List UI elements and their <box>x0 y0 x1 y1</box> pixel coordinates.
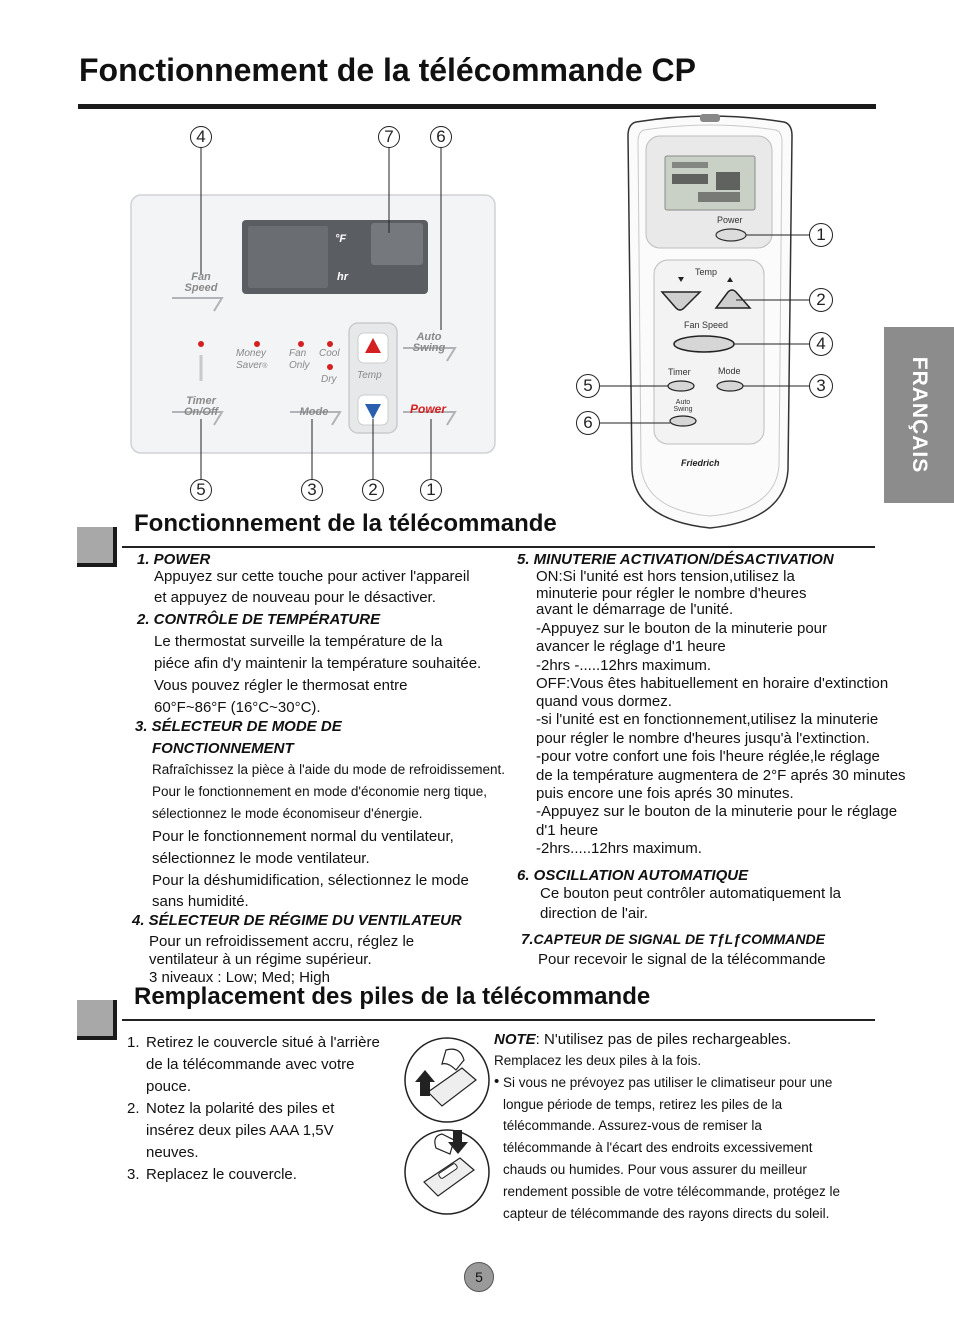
step-2-line: neuves. <box>146 1144 199 1161</box>
dry-led-icon <box>327 364 333 370</box>
callout-6: 6 <box>430 126 452 148</box>
item-timer-title: 5. MINUTERIE ACTIVATION/DÉSACTIVATION <box>517 551 834 568</box>
auto-swing-label-2: Swing <box>412 342 446 354</box>
remote-callout-2: 2 <box>809 288 833 312</box>
item-timer-line: puis encore une fois aprés 30 minutes. <box>536 785 794 802</box>
fan-speed-label-2: Speed <box>184 282 218 294</box>
lcd-fan-bars <box>672 174 708 184</box>
lcd-mode-icons <box>672 162 708 168</box>
item-sensor-title-text: CAPTEUR DE SIGNAL DE TƒLƒCOMMANDE <box>533 931 825 947</box>
item-timer-line: -si l'unité est en fonctionnement,utilisez la minuterie <box>536 711 879 728</box>
brand-logo: Friedrich <box>681 458 720 468</box>
remote-temp-label: Temp <box>695 267 718 277</box>
display-unit-hr: hr <box>337 271 348 283</box>
cool-label: Cool <box>319 348 340 359</box>
remote-mode-label: Mode <box>718 366 741 376</box>
bullet-line: rendement possible de votre télécommande, protégez le <box>503 1184 840 1199</box>
remote-callout-3: 3 <box>809 374 833 398</box>
item-mode-line: Pour la déshumidification, sélectionnez le mode <box>152 872 469 889</box>
remote-auto-swing-key <box>670 416 696 426</box>
bullet-line: capteur de télécommande des rayons directs du soleil. <box>503 1206 830 1221</box>
fan-speed-button[interactable] <box>176 272 226 294</box>
remote-callout-5: 5 <box>576 374 600 398</box>
note-label: NOTE <box>494 1031 536 1048</box>
callout-1: 1 <box>420 479 442 501</box>
callout-3: 3 <box>301 479 323 501</box>
bullet-line: télécommande à l'écart des endroits excessivement <box>503 1140 813 1155</box>
battery-illustrations <box>402 1030 494 1220</box>
timer-label-2: On/Off <box>183 406 218 418</box>
item-timer-line: avancer le réglage d'1 heure <box>536 638 726 655</box>
item-temp-title: 2. CONTRÔLE DE TEMPÉRATURE <box>137 611 381 628</box>
panel-display-digits <box>248 226 328 288</box>
remote-fan-speed-key <box>674 336 734 352</box>
remote-callout-6: 6 <box>576 411 600 435</box>
remote-auto-label: Auto <box>675 399 691 406</box>
item-timer-line: -2hrs -.....12hrs maximum. <box>536 657 712 674</box>
money-saver-indicator <box>236 348 267 373</box>
bullet-icon: • <box>494 1073 500 1090</box>
panel-figure <box>0 115 620 515</box>
callout-4: 4 <box>190 126 212 148</box>
item-timer-line: -Appuyez sur le bouton de la minuterie pour le réglage <box>536 803 898 820</box>
item-timer-line: minuterie pour régler le nombre d'heures <box>536 585 807 602</box>
step-1-line: Retirez le couvercle situé à l'arrière <box>146 1034 380 1051</box>
bullet-line: longue période de temps, retirez les piles de la <box>503 1097 783 1112</box>
item-power-title: 1. POWER <box>137 551 211 568</box>
item-temp-line: Le thermostat surveille la température de la <box>154 633 443 650</box>
remote-power-label: Power <box>717 215 743 225</box>
item-mode-title: 3. SÉLECTEUR DE MODE DE <box>135 718 342 735</box>
remote-timer-label: Timer <box>668 367 691 377</box>
bullet-line: Si vous ne prévoyez pas utiliser le climatiseur pour une <box>503 1075 833 1090</box>
item-mode-line: sélectionnez le mode économiseur d'énergie. <box>152 806 423 821</box>
item-timer-line: ON:Si l'unité est hors tension,utilisez la <box>536 568 795 585</box>
item-timer-line: -pour votre confort une fois l'heure réglée,le réglage <box>536 748 880 765</box>
mode-button[interactable]: Mode <box>299 406 329 418</box>
auto-swing-button[interactable] <box>404 332 454 354</box>
remote-callout-1: 1 <box>809 223 833 247</box>
item-sensor-num: 7. <box>521 931 534 948</box>
fan-only-indicator <box>289 348 310 372</box>
item-sensor-title <box>521 931 825 948</box>
item-fan-title: 4. SÉLECTEUR DE RÉGIME DU VENTILATEUR <box>132 912 462 929</box>
fan-speed-label-1: Fan <box>191 271 211 283</box>
money-saver-label-2: Saver <box>236 360 263 371</box>
bullet-line: chauds ou humides. Pour vous assurer du meilleur <box>503 1162 807 1177</box>
item-fan-line: Pour un refroidissement accru, réglez le <box>149 933 415 950</box>
lcd-timer <box>698 192 740 202</box>
item-mode-line: Pour le fonctionnement en mode d'économie nerg tique, <box>152 784 488 799</box>
item-sensor-line: Pour recevoir le signal de la télécommande <box>538 951 826 968</box>
step-2-line: insérez deux piles AAA 1,5V <box>146 1122 334 1139</box>
item-timer-line: pour régler le nombre d'heures jusqu'à l'extinction. <box>536 730 870 747</box>
power-button[interactable]: Power <box>409 402 446 416</box>
callout-7: 7 <box>378 126 400 148</box>
fan-only-label-1: Fan <box>289 348 307 359</box>
panel-display-sensor <box>371 223 423 265</box>
item-timer-line: OFF:Vous êtes habituellement en horaire d'extinction <box>536 675 889 692</box>
item-temp-line: piéce afin d'y maintenir la température souhaitée. <box>154 655 482 672</box>
item-fan-line: 3 niveaux : Low; Med; High <box>149 969 330 986</box>
temp-label: Temp <box>357 370 382 381</box>
fan-only-led-icon <box>298 341 304 347</box>
item-timer-line: avant le démarrage de l'unité. <box>536 601 734 618</box>
remote-auto-swing-label <box>670 399 696 413</box>
timer-label-1: Timer <box>186 395 216 407</box>
item-mode-line: sélectionnez le mode ventilateur. <box>152 850 370 867</box>
insert-down-arrow-icon <box>453 1130 462 1144</box>
item-timer-line: -2hrs.....12hrs maximum. <box>536 840 702 857</box>
remote-timer-key <box>668 381 694 391</box>
callout-5: 5 <box>190 479 212 501</box>
money-saver-led-icon <box>254 341 260 347</box>
cool-led-icon <box>327 341 333 347</box>
section1-heading: Fonctionnement de la télécommande <box>134 510 557 537</box>
item-timer-line: de la température augmentera de 2°F aprés 30 minutes <box>536 767 906 784</box>
step-1-num: 1. <box>127 1034 140 1051</box>
page-title: Fonctionnement de la télécommande CP <box>79 52 696 88</box>
section2-rule <box>122 1019 875 1021</box>
language-tab-label: FRANÇAIS <box>908 356 931 474</box>
note-text: : N'utilisez pas de piles rechargeables. <box>535 1031 792 1048</box>
language-tab <box>884 327 954 503</box>
bullet-line: télécommande. Assurez-vous de remiser la <box>503 1118 762 1133</box>
page-number: 5 <box>464 1262 494 1292</box>
item-timer-line: quand vous dormez. <box>536 693 672 710</box>
auto-swing-label-1: Auto <box>416 331 442 343</box>
signal-emitter <box>700 114 720 122</box>
step-3-line: Replacez le couvercle. <box>146 1166 297 1183</box>
title-rule <box>78 104 876 109</box>
item-mode-line: Pour le fonctionnement normal du ventilateur, <box>152 828 454 845</box>
item-mode-line: Rafraîchissez la pièce à l'aide du mode de refroidissement. <box>152 762 506 777</box>
item-power-line: et appuyez de nouveau pour le désactiver. <box>154 589 436 606</box>
section-marker <box>77 527 117 567</box>
item-swing-title: 6. OSCILLATION AUTOMATIQUE <box>517 867 749 884</box>
note-line-2: Remplacez les deux piles à la fois. <box>494 1053 702 1068</box>
note <box>494 1031 791 1048</box>
item-swing-line: direction de l'air. <box>540 905 648 922</box>
item-power-line: Appuyez sur cette touche pour activer l'appareil <box>154 568 470 585</box>
fan-only-label-2: Only <box>289 360 310 371</box>
item-fan-line: ventilateur à un régime supérieur. <box>149 951 372 968</box>
item-mode-title-2: FONCTIONNEMENT <box>152 740 294 757</box>
section2-heading: Remplacement des piles de la télécommande <box>134 983 651 1010</box>
step-1-line: de la télécommande avec votre <box>146 1056 355 1073</box>
step-1-line: pouce. <box>146 1078 192 1095</box>
remote-power-key <box>716 229 746 241</box>
step-2-num: 2. <box>127 1100 140 1117</box>
section1-rule <box>122 546 875 548</box>
item-swing-line: Ce bouton peut contrôler automatiquement la <box>540 885 842 902</box>
timer-button[interactable] <box>176 396 226 418</box>
item-mode-line: sans humidité. <box>152 893 249 910</box>
dry-label: Dry <box>321 374 337 385</box>
lcd-digits <box>716 172 740 190</box>
remote-mode-key <box>717 381 743 391</box>
item-temp-line: 60°F~86°F (16°C~30°C). <box>154 699 321 716</box>
section-marker <box>77 1000 117 1040</box>
timer-led-icon <box>198 341 204 347</box>
money-saver-label-1: Money <box>236 348 267 359</box>
callout-2: 2 <box>362 479 384 501</box>
remote-callout-4: 4 <box>809 332 833 356</box>
item-temp-line: Vous pouvez régler le thermosat entre <box>154 677 408 694</box>
display-unit-f: °F <box>335 233 347 245</box>
remote-fan-speed-label: Fan Speed <box>684 320 729 330</box>
item-timer-line: d'1 heure <box>536 822 599 839</box>
item-timer-line: -Appuyez sur le bouton de la minuterie pour <box>536 620 828 637</box>
registered-mark: ® <box>262 363 268 370</box>
remote-swing-label: Swing <box>673 406 693 413</box>
step-3-num: 3. <box>127 1166 140 1183</box>
step-2-line: Notez la polarité des piles et <box>146 1100 335 1117</box>
slide-up-arrow-icon <box>420 1080 430 1096</box>
